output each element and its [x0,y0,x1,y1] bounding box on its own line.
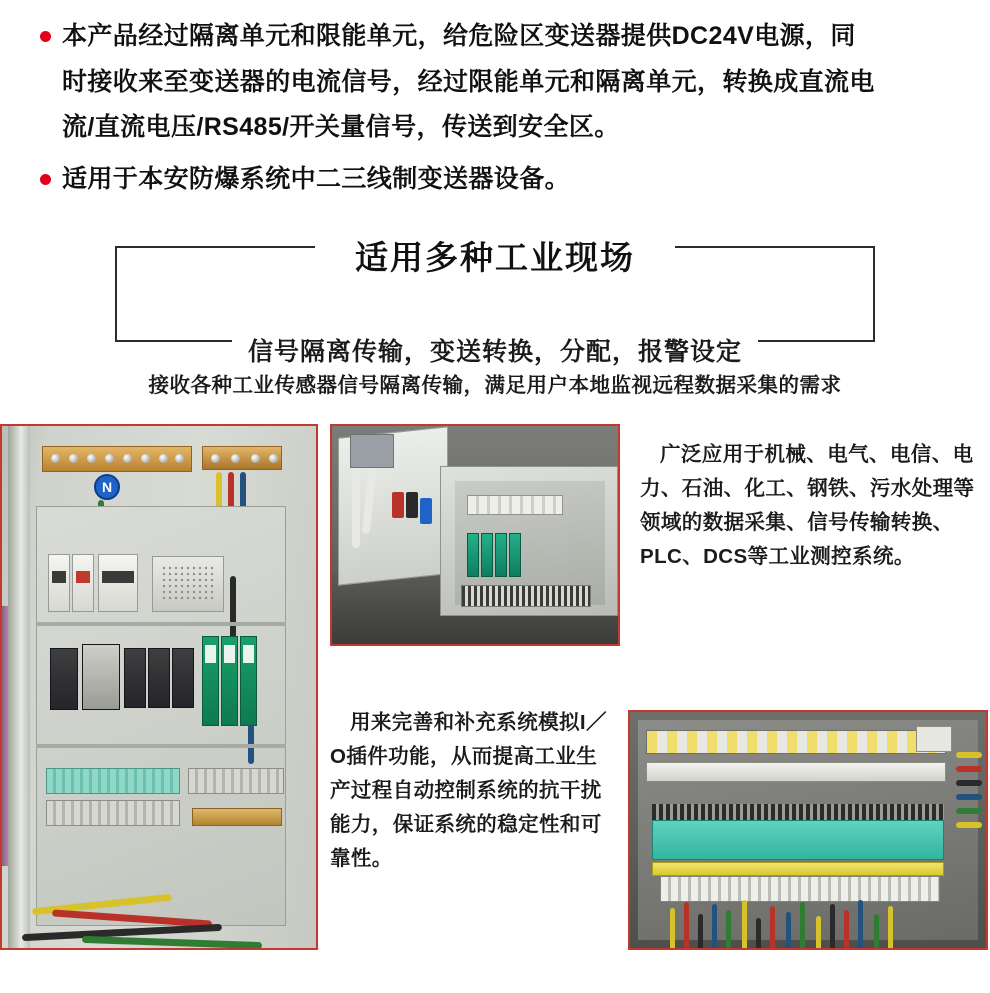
enclosure [440,466,618,616]
bullet-1-line-1: 本产品经过隔离单元和限能单元，给危险区变送器提供DC24V电源，同 [62,22,856,50]
section-subtitle: 信号隔离传输，变送转换，分配，报警设定 [232,332,758,368]
terminal-block-row [461,585,591,607]
isolator-module [221,636,238,726]
isolator-module [509,533,521,577]
busbar-screws [203,447,281,469]
connector [392,492,404,518]
section-caption: 接收各种工业传感器信号隔离传输，满足用户本地监视远程数据采集的需求 [148,374,842,397]
isolator-module [481,533,493,577]
bullet-item-1 [34,14,956,151]
wiring-duct [646,762,946,782]
section-title: 适用多种工业现场 [337,232,653,279]
socket-outlet [916,726,952,752]
terminal-block-row [652,804,944,820]
system-supplement-text [330,706,615,876]
isolator-module [495,533,507,577]
bullet-item-2 [34,157,956,203]
isolator-module [202,636,219,726]
application-fields-text-body: 广泛应用于机械、电气、电信、电力、石油、化工、钢铁、污水处理等领域的数据采集、信号传输转换、PLC、DCS等工业测控系统。 [640,443,975,569]
isolator-module [240,636,257,726]
junction-box-photo [330,424,620,646]
terminal-block-row-yellow [652,862,944,876]
photo-collage [0,410,990,950]
connector [406,492,418,518]
relay [148,648,170,708]
control-cabinet-photo [0,424,318,950]
bullet-1-line-2: 时接收来至变送器的电流信号，经过限能单元和隔离单元，转换成直流电 [62,67,875,96]
terminal-block-row [46,768,180,794]
bullet-dot-icon [40,174,51,185]
circuit-breaker [48,554,70,612]
loose-wiring [22,888,312,948]
din-rail [36,622,286,626]
copper-busbar [42,446,192,472]
copper-busbar-secondary [202,446,282,470]
feature-bullets [0,0,990,202]
cabinet-door [8,426,30,948]
din-rail [36,744,286,748]
relay [172,648,194,708]
bullet-dot-icon [40,31,51,42]
terminal-block-row [46,800,180,826]
application-fields-text [640,438,980,574]
circuit-breaker [72,554,94,612]
contactor [98,554,138,612]
bullet-1-line-3: 流/直流电压/RS485/开关量信号，传送到安全区。 [62,113,620,141]
headline-block [115,232,875,364]
system-supplement-text-body: 用来完善和补充系统模拟I／O插件功能，从而提高工业生产过程自动控制系统的抗干扰能力，保证系统的稳定性和可靠性。 [330,711,607,871]
bullet-2-line-1: 适用于本安防爆系统中二三线制变送器设备。 [62,164,571,193]
busbar-screws [43,447,191,471]
fuse-terminal-row [646,730,946,754]
side-wire-loom [952,722,982,938]
wire-bundle [630,896,986,948]
plc-module [467,495,563,515]
motor-protector [50,648,78,710]
terminal-block-row [188,768,284,794]
relay [124,648,146,708]
wall-fixture [350,434,394,468]
connector [420,498,432,524]
bracket-right-decoration [675,246,875,342]
grounding-bar [192,808,282,826]
terminal-blocks-photo [628,710,988,950]
power-supply-unit [152,556,224,612]
bracket-left-decoration [115,246,315,342]
isolator-module [467,533,479,577]
neutral-marker-icon [94,474,120,500]
timer-relay [82,644,120,710]
terminal-block-row-cyan [652,820,944,860]
